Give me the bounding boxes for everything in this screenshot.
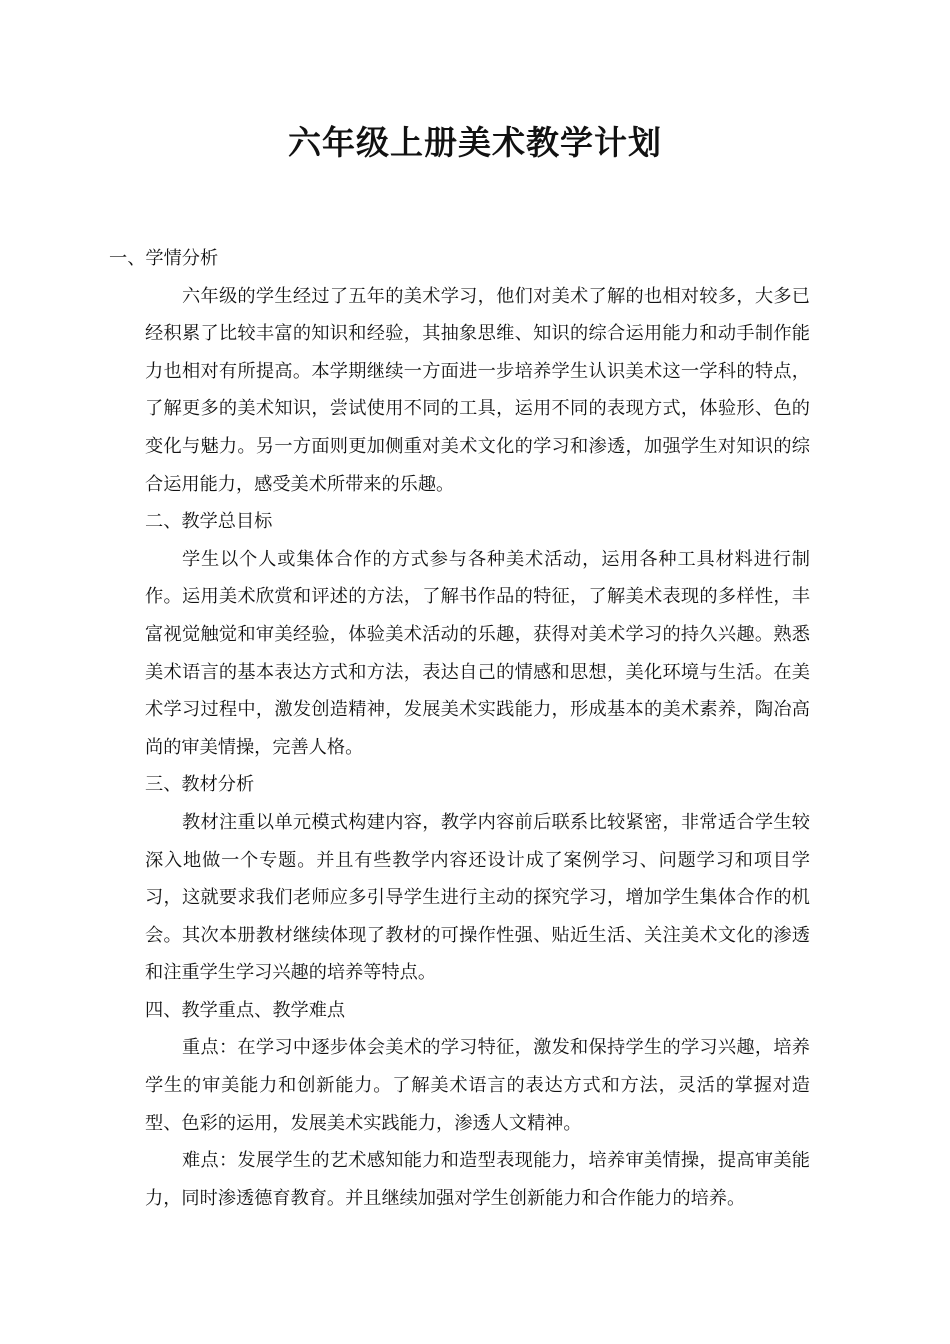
section-heading-textbook-analysis: 三、教材分析 xyxy=(145,774,255,796)
document-body xyxy=(109,240,810,1217)
section-heading-key-points: 四、教学重点、教学难点 xyxy=(145,999,346,1021)
section-paragraph-difficulties: 难点：发展学生的艺术感知能力和造型表现能力，培养审美情操，提高审美能力，同时渗透德育教育。并且继续加强对学生创新能力和合作能力的培养。 xyxy=(145,1150,810,1209)
section-paragraph-key-points: 重点：在学习中逐步体会美术的学习特征，激发和保持学生的学习兴趣，培养学生的审美能力和创新能力。了解美术语言的表达方式和方法，灵活的掌握对造型、色彩的运用，发展美术实践能力，渗透人文精神。 xyxy=(145,1037,810,1134)
section-paragraph: 学生以个人或集体合作的方式参与各种美术活动，运用各种工具材料进行制作。运用美术欣赏和评述的方法，了解书作品的特征，了解美术表现的多样性，丰富视觉触觉和审美经验，体验美术活动的乐趣，获得对美术学习的持久兴趣。熟悉美术语言的基本表达方式和方法，表达自己的情感和思想，美化环境与生活。在美术学习过程中，激发创造精神，发展美术实践能力，形成基本的美术素养，陶冶高尚的审美情操，完善人格。 xyxy=(145,548,810,758)
section-paragraph: 六年级的学生经过了五年的美术学习，他们对美术了解的也相对较多，大多已经积累了比较丰富的知识和经验，其抽象思维、知识的综合运用能力和动手制作能力也相对有所提高。本学期继续一方面进一步培养学生认识美术这一学科的特点，了解更多的美术知识，尝试使用不同的工具，运用不同的表现方式，体验形、色的变化与魅力。另一方面则更加侧重对美术文化的学习和渗透，加强学生对知识的综合运用能力，感受美术所带来的乐趣。 xyxy=(145,285,810,495)
document-title: 六年级上册美术教学计划 xyxy=(288,123,662,162)
section-paragraph: 教材注重以单元模式构建内容，教学内容前后联系比较紧密，非常适合学生较深入地做一个专题。并且有些教学内容还设计成了案例学习、问题学习和项目学习，这就要求我们老师应多引导学生进行主动的探究学习，增加学生集体合作的机会。其次本册教材继续体现了教材的可操作性强、贴近生活、关注美术文化的渗透和注重学生学习兴趣的培养等特点。 xyxy=(145,811,810,984)
section-heading-teaching-goals: 二、教学总目标 xyxy=(145,511,273,533)
section-heading-learning-analysis: 一、学情分析 xyxy=(109,248,219,269)
